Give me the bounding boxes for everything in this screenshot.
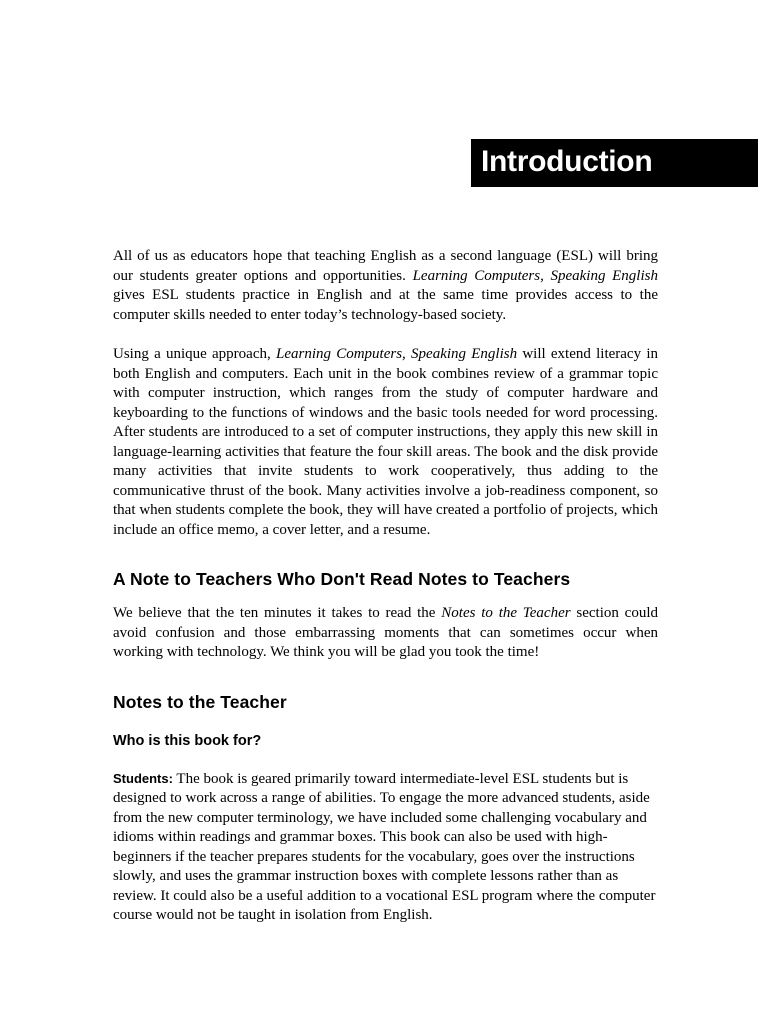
intro-p1-text-a: All of us as educators hope that teaching English as a second language (ESL) will bring our students greater options and opportunities. [113,248,658,284]
audience-subheading: Who is this book for? [113,732,262,749]
paragraph-gap [113,325,658,345]
intro-paragraph-1 [113,247,658,325]
book-title-italic: Learning Computers, Speaking English [275,346,518,362]
notes-section-heading: Notes to the Teacher [113,691,287,712]
intro-paragraph-2 [113,345,658,540]
note-p-text-b: section could avoid confusion and those embarrassing moments that can sometimes occur when working with technology. We think you will be glad you took the time! [113,605,658,660]
intro-p2-text-a: Using a unique approach, [113,346,276,362]
intro-p1-text-b: gives ESL students practice in English and at the same time provides access to the computer skills needed to enter today’s technology-based society. [113,287,658,323]
page-content [113,247,658,926]
students-paragraph [113,769,658,926]
page-title: Introduction [481,145,653,178]
title-banner [471,139,758,187]
book-title-italic: Learning Computers, Speaking English [412,267,658,284]
intro-p2-text-b: will extend literacy in both English and computers. Each unit in the book combines review of a grammar topic with computer instruction, which ranges from the study of computer hardware and keyboarding to the functions of windows and the basic tools needed for word processing. After students are introduced to a set of computer instructions, they apply this new skill in language-learning activities that feature the four skill areas. The book and the disk provide many activities that invite students to work cooperatively, thus adding to the communicative thrust of the book. Many activities involve a job-readiness component, so that when students complete the book, they will have created a portfolio of projects, which include an office memo, a cover letter, and a resume. [113,346,658,538]
notes-title-italic: Notes to the Teacher [441,605,571,621]
note-paragraph [113,604,658,663]
note-p-text-a: We believe that the ten minutes it takes to read the [113,605,442,621]
note-section-heading: A Note to Teachers Who Don't Read Notes to Teachers [113,569,571,589]
students-label: Students: [113,770,173,786]
students-text: The book is geared primarily toward intermediate-level ESL students but is designed to work across a range of abilities. To engage the more advanced students, aside from the new computer terminology, we have included some challenging vocabulary and idioms within readings and grammar boxes. This book can also be used with high-beginners if the teacher prepares students for the vocabulary, goes over the instructions slowly, and uses the grammar instruction boxes with complete lessons rather than as review. It could also be a useful addition to a vocational ESL program where the computer course would not be taught in isolation from English. [113,770,656,923]
